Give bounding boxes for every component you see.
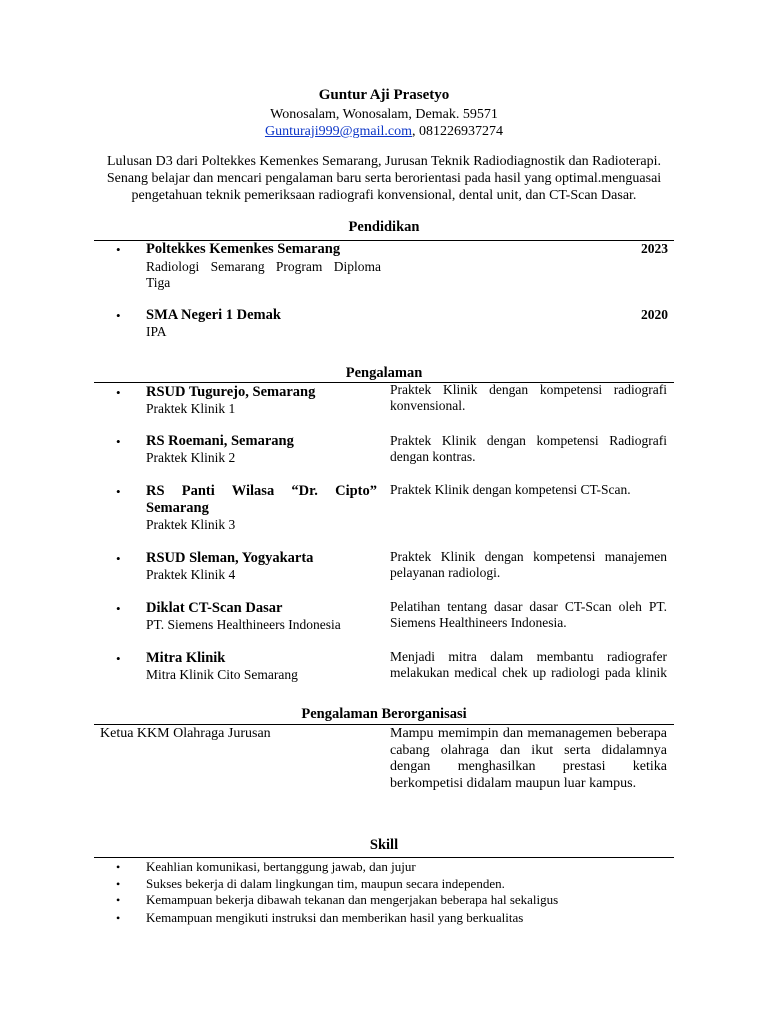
skill-text: Sukses bekerja di dalam lingkungan tim, maupun secara independen. — [146, 876, 505, 891]
bullet-icon: • — [116, 651, 121, 666]
phone-number: 081226937274 — [419, 124, 504, 139]
organization-description: Mampu memimpin dan memanagemen beberapa cabang olahraga dan ikut serta didalamnya dengan menghasilkan prestasi ketika berkompetisi didalam maupun luar kampus. — [390, 726, 667, 791]
contact-line — [0, 124, 768, 140]
contact-separator: , — [412, 124, 420, 139]
bullet-icon: • — [116, 911, 121, 925]
skill-text: Keahlian komunikasi, bertanggung jawab, dan jujur — [146, 859, 416, 874]
bullet-icon: • — [116, 551, 121, 566]
bullet-icon: • — [116, 601, 121, 616]
bullet-icon: • — [116, 242, 121, 257]
education-detail: IPA — [146, 324, 167, 339]
experience-place: Mitra Klinik — [146, 650, 226, 666]
experience-role: Praktek Klinik 3 — [146, 517, 236, 532]
education-detail: Radiologi Semarang Program Diploma Tiga — [146, 259, 381, 290]
experience-role: Mitra Klinik Cito Semarang — [146, 667, 298, 682]
experience-description: Praktek Klinik dengan kompetensi manajemen pelayanan radiologi. — [390, 549, 667, 580]
organization-role: Ketua KKM Olahraga Jurusan — [100, 726, 271, 741]
bullet-icon: • — [116, 893, 121, 907]
institution-name: Poltekkes Kemenkes Semarang — [146, 241, 341, 257]
section-title-pengalaman: Pengalaman — [345, 365, 423, 381]
experience-description: Pelatihan tentang dasar dasar CT-Scan oleh PT. Siemens Healthineers Indonesia. — [390, 599, 667, 630]
experience-role: Praktek Klinik 4 — [146, 567, 236, 582]
section-title-skill: Skill — [369, 837, 399, 853]
bullet-icon: • — [116, 385, 121, 400]
experience-description: Menjadi mitra dalam membantu radiografer melakukan medical chek up radiologi pada klinik — [390, 649, 667, 680]
bullet-icon: • — [116, 860, 121, 874]
resume-name: Guntur Aji Prasetyo — [318, 87, 450, 103]
bullet-icon: • — [116, 877, 121, 891]
experience-description: Praktek Klinik dengan kompetensi CT-Scan. — [390, 482, 631, 497]
experience-place: RSUD Sleman, Yogyakarta — [146, 550, 314, 566]
section-divider — [94, 857, 674, 858]
experience-description: Praktek Klinik dengan kompetensi Radiografi dengan kontras. — [390, 433, 667, 464]
experience-role: Praktek Klinik 2 — [146, 450, 236, 465]
experience-place: RSUD Tugurejo, Semarang — [146, 384, 316, 400]
bullet-icon: • — [116, 434, 121, 449]
experience-place: RS Roemani, Semarang — [146, 433, 294, 449]
experience-place: RS Panti Wilasa “Dr. Cipto” — [146, 483, 377, 499]
bullet-icon: • — [116, 308, 121, 323]
email-link[interactable]: Gunturaji999@gmail.com — [264, 124, 413, 139]
experience-description: Praktek Klinik dengan kompetensi radiografi konvensional. — [390, 382, 667, 413]
experience-place: Diklat CT-Scan Dasar — [146, 600, 283, 616]
education-year: 2023 — [641, 241, 668, 256]
institution-name: SMA Negeri 1 Demak — [146, 307, 281, 323]
bullet-icon: • — [116, 484, 121, 499]
section-title-organisasi: Pengalaman Berorganisasi — [301, 706, 467, 722]
education-item — [116, 307, 676, 347]
address: Wonosalam, Wonosalam, Demak. 59571 — [270, 107, 498, 122]
profile-summary: Lulusan D3 dari Poltekkes Kemenkes Semarang, Jurusan Teknik Radiodiagnostik dan Radioterapi. Senang belajar dan mencari pengalaman baru serta berorientasi pada hasil yang optimal.menguasai pengetahuan teknik pemeriksaan radiografi konvensional, dental unit, dan CT-Scan Dasar. — [106, 154, 662, 203]
experience-role: PT. Siemens Healthineers Indonesia — [146, 617, 341, 632]
education-item — [116, 241, 676, 301]
section-divider — [94, 724, 674, 725]
education-year: 2020 — [641, 307, 668, 322]
experience-place-line2: Semarang — [146, 500, 209, 516]
experience-role: Praktek Klinik 1 — [146, 401, 236, 416]
skill-text: Kemampuan mengikuti instruksi dan memberikan hasil yang berkualitas — [146, 910, 524, 925]
section-title-pendidikan: Pendidikan — [348, 219, 420, 235]
skill-text: Kemampuan bekerja dibawah tekanan dan mengerjakan beberapa hal sekaligus — [146, 892, 559, 907]
